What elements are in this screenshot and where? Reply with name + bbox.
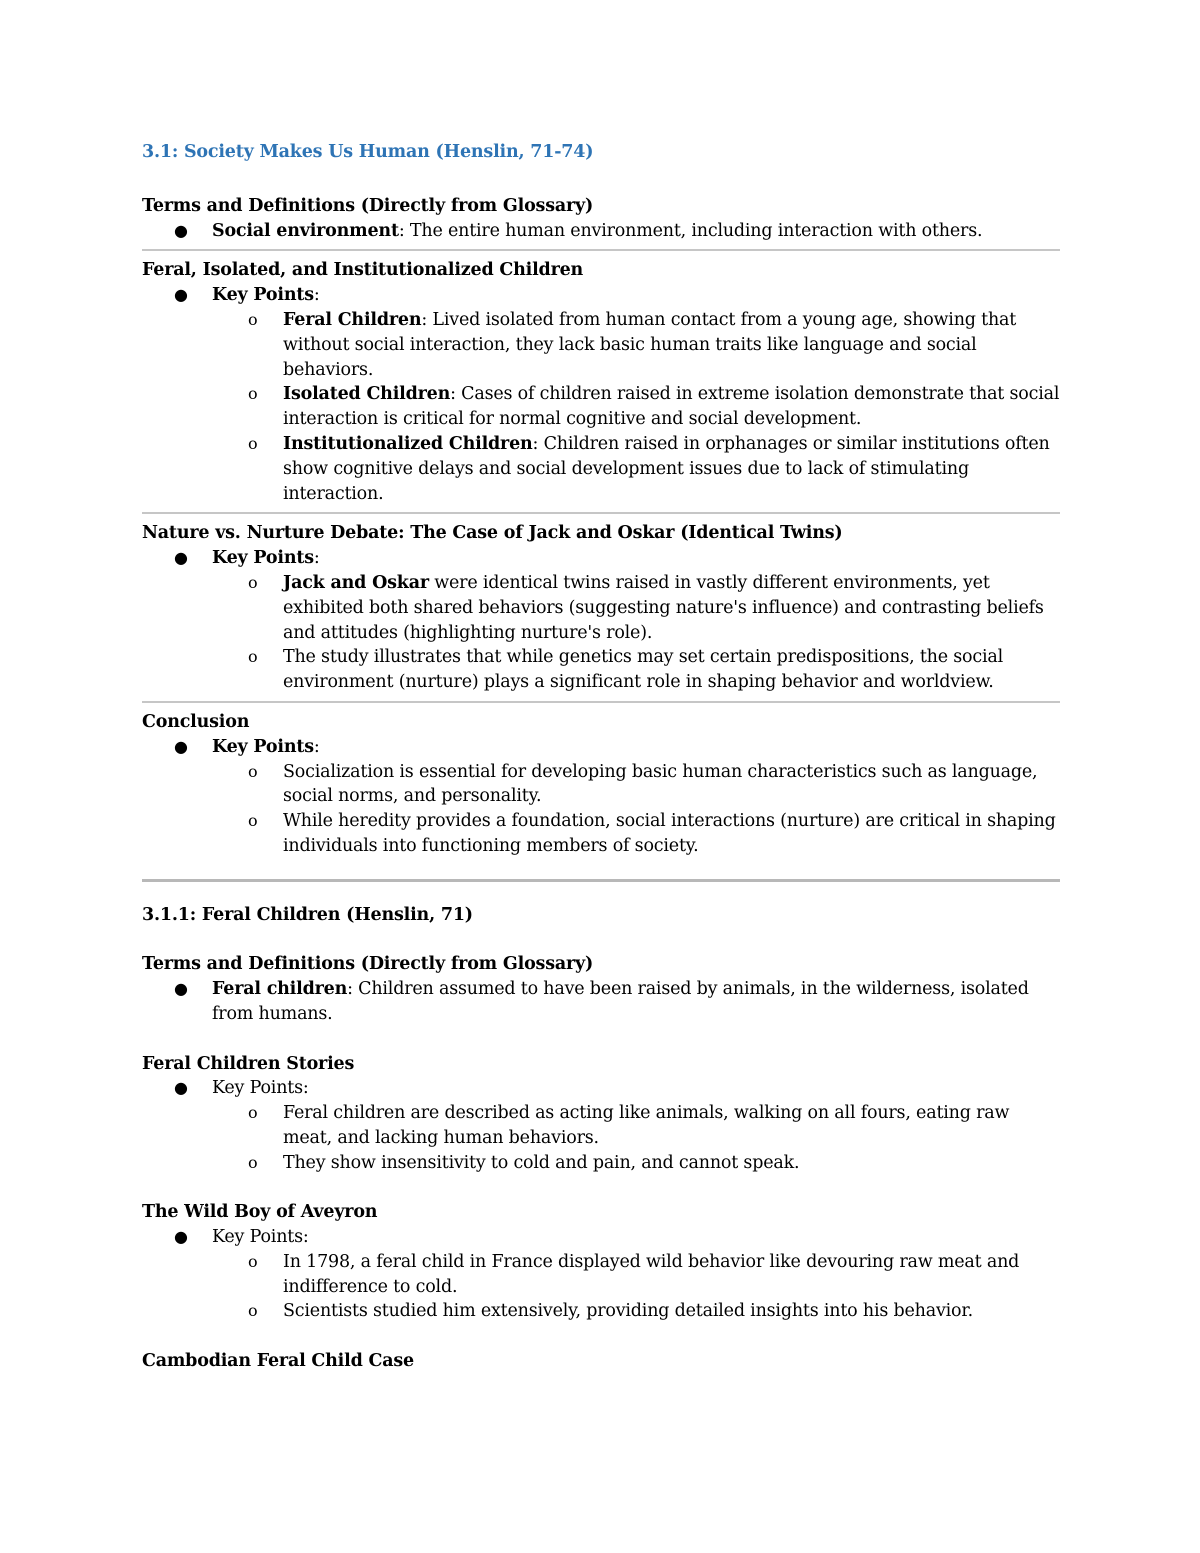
key-points-list — [142, 283, 1060, 506]
section-divider — [142, 512, 1060, 514]
bullet-icon: ● — [174, 285, 188, 305]
sub-bullet-icon: o — [248, 572, 258, 592]
section-title: 3.1: Society Makes Us Human (Henslin, 71-74) — [142, 142, 594, 162]
key-points-list — [142, 1076, 1060, 1175]
sub-bullet-icon: o — [248, 811, 258, 831]
list-item — [142, 382, 1060, 432]
section-divider — [142, 701, 1060, 703]
section-heading: Feral Children Stories — [142, 1053, 355, 1074]
colon: : — [313, 736, 320, 757]
key-points-label: Key Points: — [212, 1078, 309, 1099]
colon: : — [313, 285, 320, 306]
sub-bullet-icon: o — [248, 1152, 258, 1172]
terms-list — [142, 977, 1060, 1027]
list-item — [142, 1151, 1060, 1176]
section-heading: Feral, Isolated, and Institutionalized Children — [142, 260, 584, 281]
list-item — [142, 1101, 1060, 1151]
terms-heading: Terms and Definitions (Directly from Glossary) — [142, 954, 594, 975]
document-body — [142, 140, 1060, 1374]
section-title: 3.1.1: Feral Children (Henslin, 71) — [142, 904, 473, 925]
key-points-label: Key Points — [212, 548, 314, 569]
list-item — [142, 1076, 1060, 1101]
point-bold: Feral Children — [283, 309, 422, 330]
point-text: Feral children are described as acting like animals, walking on all fours, eating raw meat, and lacking human behaviors. — [283, 1103, 1010, 1148]
list-item — [142, 219, 1060, 244]
terms-heading: Terms and Definitions (Directly from Glossary) — [142, 195, 594, 216]
list-item — [142, 283, 1060, 308]
term-name: Social environment — [212, 220, 399, 241]
sub-bullet-icon: o — [248, 761, 258, 781]
section-heading: Cambodian Feral Child Case — [142, 1351, 414, 1372]
sub-bullet-icon: o — [248, 433, 258, 453]
list-item — [142, 735, 1060, 760]
sub-bullet-icon: o — [248, 384, 258, 404]
list-item — [142, 1250, 1060, 1300]
point-bold: Isolated Children — [283, 384, 451, 405]
key-points-label: Key Points: — [212, 1227, 309, 1248]
bullet-icon: ● — [174, 979, 188, 999]
bullet-icon: ● — [174, 1078, 188, 1098]
point-text: were identical twins raised in vastly different environments, yet exhibited both shared behaviors (suggesting nature's influence) and contrasting beliefs and attitudes (highlighting nurture's role). — [283, 572, 1044, 643]
key-points-list — [142, 546, 1060, 695]
point-bold: Jack and Oskar — [283, 572, 429, 593]
list-item — [142, 308, 1060, 382]
point-text: While heredity provides a foundation, social interactions (nurture) are critical in shaping individuals into functioning members of society. — [283, 811, 1056, 856]
list-item — [142, 977, 1060, 1027]
section-divider — [142, 879, 1060, 882]
list-item — [142, 1225, 1060, 1250]
point-text: The study illustrates that while genetics may set certain predispositions, the social environment (nurture) plays a significant role in shaping behavior and worldview. — [283, 647, 1004, 693]
key-points-label: Key Points — [212, 736, 314, 757]
key-points-label: Key Points — [212, 285, 314, 306]
term-definition: : The entire human environment, including interaction with others. — [398, 220, 983, 241]
list-item — [142, 432, 1060, 506]
list-item — [142, 645, 1060, 695]
section-divider — [142, 249, 1060, 251]
bullet-icon: ● — [174, 220, 188, 240]
terms-list — [142, 219, 1060, 244]
colon: : — [313, 548, 320, 569]
key-points-list — [142, 1225, 1060, 1324]
point-bold: Institutionalized Children — [283, 433, 533, 454]
sub-bullet-icon: o — [248, 1103, 258, 1123]
point-text: : Children raised in orphanages or similar institutions often show cognitive delays and social development issues due to lack of stimulating interaction. — [283, 433, 1050, 504]
point-text: Scientists studied him extensively, providing detailed insights into his behavior. — [283, 1301, 973, 1322]
section-heading: Nature vs. Nurture Debate: The Case of Jack and Oskar (Identical Twins) — [142, 523, 843, 544]
section-heading: Conclusion — [142, 711, 250, 732]
sub-bullet-icon: o — [248, 309, 258, 329]
section-heading: The Wild Boy of Aveyron — [142, 1202, 378, 1223]
point-text: : Cases of children raised in extreme isolation demonstrate that social interaction is critical for normal cognitive and social development. — [283, 384, 1060, 430]
list-item — [142, 1299, 1060, 1324]
sub-bullet-icon: o — [248, 1251, 258, 1271]
point-text: In 1798, a feral child in France displayed wild behavior like devouring raw meat and indifference to cold. — [283, 1251, 1020, 1297]
point-text: They show insensitivity to cold and pain, and cannot speak. — [283, 1152, 800, 1173]
list-item — [142, 571, 1060, 645]
list-item — [142, 760, 1060, 810]
term-definition: : Children assumed to have been raised by animals, in the wilderness, isolated from humans. — [212, 979, 1029, 1024]
list-item — [142, 546, 1060, 571]
sub-bullet-icon: o — [248, 647, 258, 667]
term-name: Feral children — [212, 979, 348, 1000]
sub-bullet-icon: o — [248, 1301, 258, 1321]
bullet-icon: ● — [174, 736, 188, 756]
bullet-icon: ● — [174, 1227, 188, 1247]
list-item — [142, 809, 1060, 859]
key-points-list — [142, 735, 1060, 859]
bullet-icon: ● — [174, 548, 188, 568]
point-text: Socialization is essential for developing basic human characteristics such as language, social norms, and personality. — [283, 761, 1038, 807]
point-text: : Lived isolated from human contact from a young age, showing that without social interaction, they lack basic human traits like language and social behaviors. — [283, 309, 1017, 380]
